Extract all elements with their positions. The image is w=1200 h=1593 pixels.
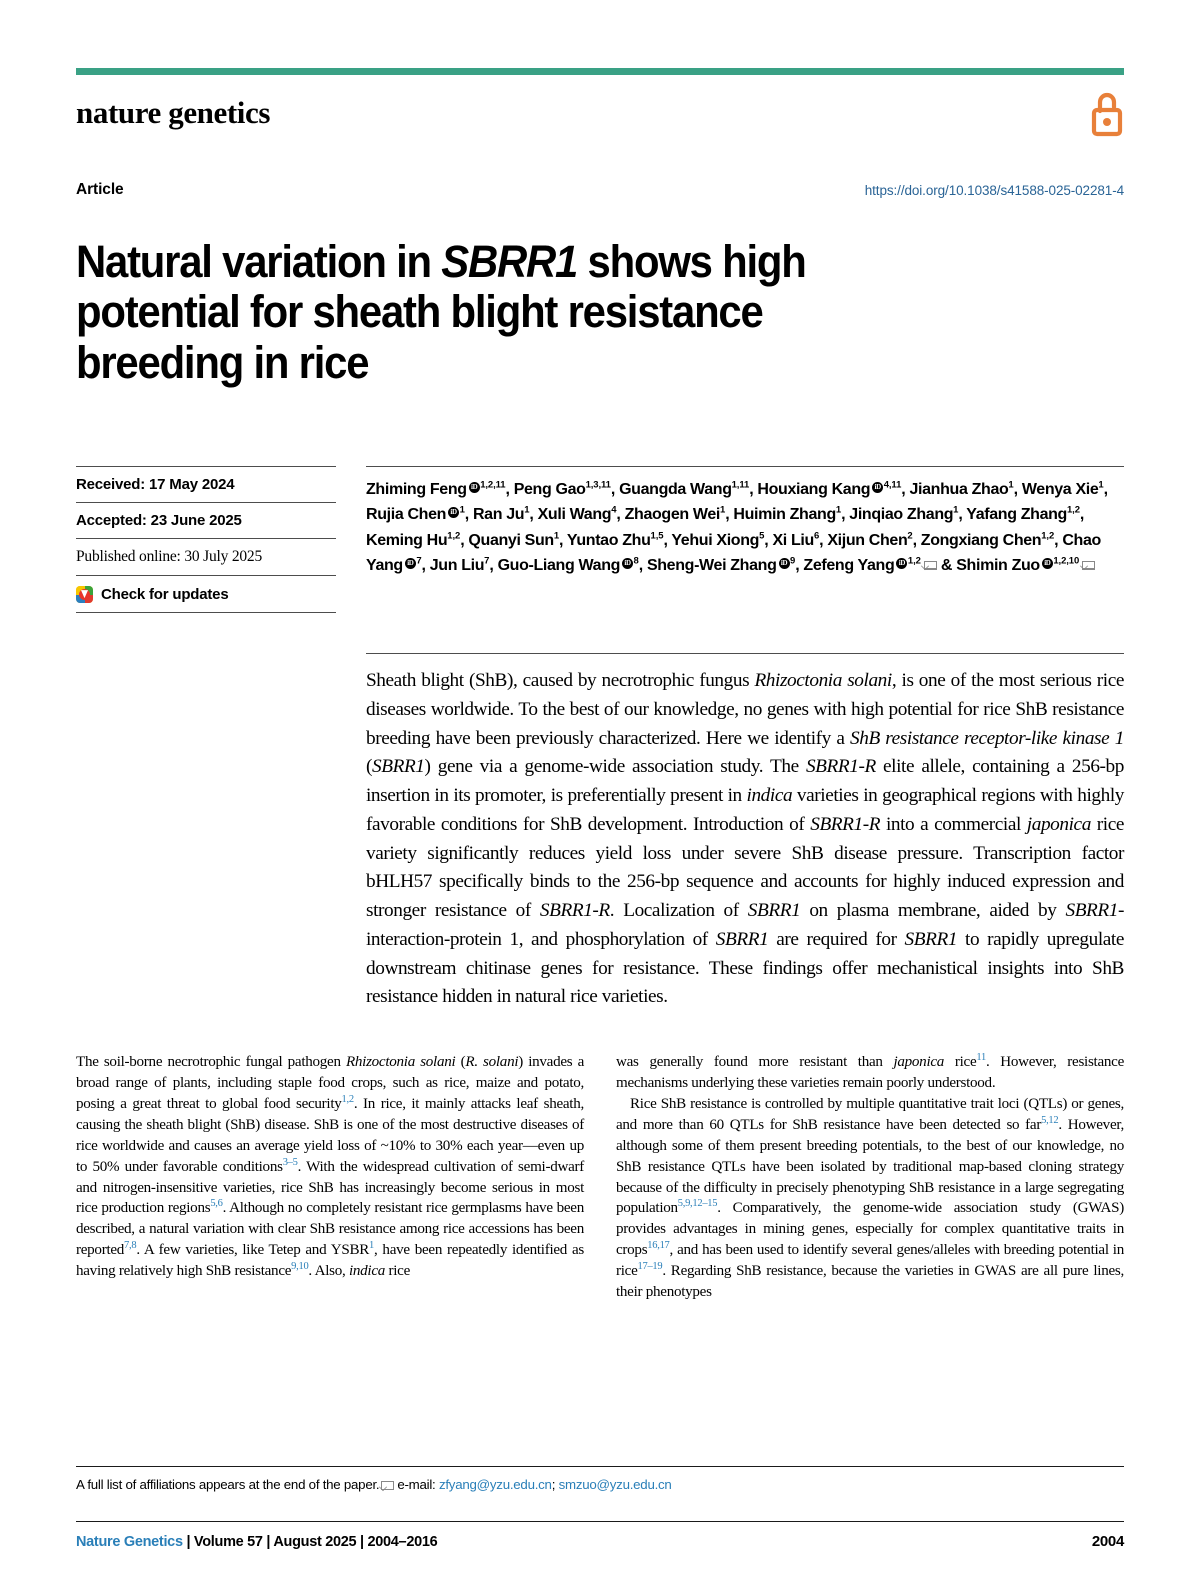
email-separator: ; — [551, 1477, 556, 1492]
author-name: Sheng-Wei Zhang — [646, 556, 777, 574]
author-name: Quanyi Sun — [468, 531, 554, 549]
page-title — [76, 237, 913, 388]
orcid-icon[interactable] — [779, 558, 790, 569]
corresponding-email-1[interactable]: zfyang@yzu.edu.cn — [438, 1477, 552, 1492]
author-affiliation-marker: 1,5 — [650, 530, 664, 542]
author-affiliation-marker: 4,11 — [883, 479, 902, 491]
author-affiliation-marker: 1,2 — [1066, 505, 1080, 517]
abstract-text: Sheath blight (ShB), caused by necrotrophic fungus Rhizoctonia solani, is one of the most serious rice diseases worldwide. To the best of our knowledge, no genes with high potential for rice ShB resistance breeding have been previously characterized. Here we identify a ShB resistance receptor-like kinase 1 (SBRR1) gene via a genome-wide association study. The SBRR1-R elite allele, containing a 256-bp insertion in its promoter, is preferentially present in indica varieties in geographical regions with highly favorable conditions for ShB development. Introduction of SBRR1-R into a commercial japonica rice variety significantly reduces yield loss under severe ShB disease pressure. Transcription factor bHLH57 specifically binds to the 256-bp sequence and accounts for highly induced expression and stronger resistance of SBRR1-R. Localization of SBRR1 on plasma membrane, aided by SBRR1-interaction-protein 1, and phosphorylation of SBRR1 are required for SBRR1 to rapidly upregulate downstream chitinase genes for resistance. These findings offer mechanistical insights into ShB resistance hidden in natural rice varieties. — [366, 653, 1124, 1012]
author-affiliation-marker: 1,2 — [1041, 530, 1055, 542]
body-column-right — [616, 1052, 1124, 1303]
author-affiliation-marker: 1,2,11 — [480, 479, 506, 491]
affiliation-note — [76, 1466, 1124, 1492]
author-affiliation-marker: 1 — [835, 505, 842, 517]
author-affiliation-marker: 1,3,11 — [585, 479, 611, 491]
article-meta-row — [76, 181, 1124, 207]
title-part-2: shows high potential for sheath blight resistance breeding in rice — [76, 236, 806, 388]
crossmark-icon — [76, 586, 93, 603]
author-name: Wenya Xie — [1021, 481, 1099, 499]
author-name: Zefeng Yang — [803, 556, 895, 574]
corresponding-author-envelope-icon[interactable] — [924, 561, 937, 570]
corresponding-email-2[interactable]: smzuo@yzu.edu.cn — [558, 1477, 672, 1492]
footer-volume-info: | Volume 57 | August 2025 | 2004–2016 — [182, 1534, 438, 1550]
orcid-icon[interactable] — [448, 507, 459, 518]
author-name: Keming Hu — [366, 531, 448, 549]
author-name: Zongxiang Chen — [920, 531, 1042, 549]
author-name: Chao Yang — [366, 531, 1101, 574]
orcid-icon[interactable] — [405, 558, 416, 569]
author-affiliation-marker: 1 — [524, 505, 530, 517]
corresponding-author-envelope-icon[interactable] — [1082, 561, 1095, 570]
author-name: Houxiang Kang — [757, 481, 871, 499]
abstract-section — [76, 653, 1124, 1012]
author-name: Shimin Zuo — [956, 556, 1040, 574]
author-name: Xi Liu — [772, 531, 814, 549]
author-affiliation-marker: 8 — [633, 555, 639, 567]
author-name: Yehui Xiong — [671, 531, 760, 549]
brand-rule — [76, 68, 1124, 75]
body-paragraph: Rice ShB resistance is controlled by multiple quantitative trait loci (QTLs) or genes, and more than 60 QTLs for ShB resistance have been detected so far$^{5,12}$. However, although some of them present breeding potentials, to the best of our knowledge, no ShB resistance QTLs have been isolated by traditional map-based cloning strategy because of the difficulty in precisely phenotyping ShB resistance in a large segregating population$^{5,9,12-15}$. Comparatively, the genome-wide association study (GWAS) provides advantages in mining genes, especially for complex quantitative traits in crops$^{16,17}$, and has been used to identify several genes/alleles with breeding potential in rice$^{17-19}$. Regarding ShB resistance, because the varieties in GWAS are all pure lines, their phenotypes — [616, 1095, 1124, 1300]
author-name: Yuntao Zhu — [566, 531, 651, 549]
author-name: Jinqiao Zhang — [849, 506, 954, 524]
author-affiliation-marker: 1,2 — [447, 530, 461, 542]
page-number: 2004 — [1091, 1533, 1124, 1550]
author-affiliation-marker: 9 — [790, 555, 796, 567]
orcid-icon[interactable] — [469, 482, 480, 493]
footer-journal-name: Nature Genetics — [76, 1534, 183, 1550]
footer-citation — [76, 1534, 437, 1550]
publication-dates — [76, 466, 366, 613]
author-affiliation-marker: 1,2 — [907, 555, 921, 567]
author-affiliation-marker: 7 — [416, 555, 422, 567]
author-name: Zhaogen Wei — [624, 506, 721, 524]
page-footer — [76, 1521, 1124, 1550]
author-name: Zhiming Feng — [366, 481, 467, 499]
author-name: Huimin Zhang — [733, 506, 836, 524]
author-affiliation-marker: 6 — [813, 530, 820, 542]
author-name: Peng Gao — [513, 481, 586, 499]
author-affiliation-marker: 1 — [553, 530, 560, 542]
article-type-label: Article — [76, 181, 124, 198]
author-affiliation-marker: 4 — [611, 505, 617, 517]
author-affiliation-marker: 5 — [759, 530, 765, 542]
orcid-icon[interactable] — [896, 558, 907, 569]
meta-and-authors — [76, 466, 1124, 613]
body-column-left — [76, 1052, 584, 1303]
author-affiliation-marker: 7 — [484, 555, 490, 567]
accepted-date: Accepted: 23 June 2025 — [76, 502, 336, 538]
author-list: Zhiming Feng iD $^{1,2,11}$, Peng Gao$^{1,3,11}$, Guangda Wang$^{1,11}$, Houxiang Kang iD $^{4,11}$, Jianhua Zhao$^1$, Wenya Xie$^1$, Rujia Chen iD $^1$, Ran Ju$^1$, Xuli Wang$^4$, Zhaogen Wei$^1$, Huimin Zhang$^1$, Jinqiao Zhang$^1$, Yafang Zhang$^{1,2}$, Keming Hu$^{1,2}$, Quanyi Sun$^1$, Yuntao Zhu$^{1,5}$, Yehui Xiong$^5$, Xi Liu$^6$, Xijun Chen$^2$, Zongxiang Chen$^{1,2}$, Chao Yang iD $^7$, Jun Liu$^7$, Guo-Liang Wang iD $^8$, Sheng-Wei Zhang iD $^9$, Zefeng Yang iD $^{1,2}$ & Shimin Zuo iD $^{1,2,10}$ — [366, 466, 1124, 613]
author-name: Xijun Chen — [827, 531, 908, 549]
check-for-updates-label: Check for updates — [101, 586, 229, 604]
open-access-lock-icon — [1090, 91, 1124, 137]
body-columns — [76, 1052, 1124, 1303]
author-name: Guo-Liang Wang — [497, 556, 621, 574]
orcid-icon[interactable] — [1042, 558, 1053, 569]
author-name: Guangda Wang — [619, 481, 732, 499]
orcid-icon[interactable] — [872, 482, 883, 493]
doi-link[interactable]: https://doi.org/10.1038/s41588-025-02281-4 — [864, 183, 1124, 198]
received-date: Received: 17 May 2024 — [76, 466, 336, 502]
published-date: Published online: 30 July 2025 — [76, 538, 336, 575]
title-part-1: Natural variation in — [76, 236, 442, 287]
author-affiliation-marker: 1 — [1098, 479, 1104, 491]
envelope-icon — [381, 1481, 394, 1490]
author-affiliation-marker: 1 — [1008, 479, 1014, 491]
author-affiliation-marker: 1 — [459, 505, 465, 517]
author-name: Rujia Chen — [366, 506, 447, 524]
author-affiliation-marker: 1 — [720, 505, 726, 517]
masthead — [76, 75, 1124, 163]
check-for-updates-button[interactable] — [76, 575, 336, 613]
author-affiliation-marker: 1,2,10 — [1053, 555, 1080, 567]
author-affiliation-marker: 1,11 — [731, 479, 750, 491]
affiliation-note-text: A full list of affiliations appears at the end of the paper. — [76, 1477, 380, 1492]
author-name: Xuli Wang — [537, 506, 612, 524]
author-name: Jun Liu — [429, 556, 485, 574]
orcid-icon[interactable] — [622, 558, 633, 569]
author-affiliation-marker: 2 — [907, 530, 913, 542]
author-name: Jianhua Zhao — [909, 481, 1009, 499]
author-affiliation-marker: 1 — [953, 505, 959, 517]
author-name: Yafang Zhang — [966, 506, 1067, 524]
body-paragraph: The soil-borne necrotrophic fungal pathogen Rhizoctonia solani (R. solani) invades a broad range of plants, including staple food crops, such as rice, maize and potato, posing a great threat to global food security$^{1,2}$. In rice, it mainly attacks leaf sheath, causing the sheath blight (ShB) disease. ShB is one of the most destructive diseases of rice worldwide and causes an average yield loss of ~10% to 30% each year—even up to 50% under favorable conditions$^{3-5}$. With the widespread cultivation of semi-dwarf and nitrogen-insensitive varieties, rice ShB has increasingly become serious in most rice production regions$^{5,6}$. Although no completely resistant rice germplasms have been described, a natural variation with clear ShB resistance among rice accessions has been reported$^{7,8}$. A few varieties, like Tetep and YSBR$^1$, have been repeatedly identified as having relatively high ShB resistance$^{9,10}$. Also, indica rice — [76, 1054, 584, 1280]
author-name: Ran Ju — [472, 506, 525, 524]
email-label: e-mail: — [397, 1477, 436, 1492]
body-paragraph: was generally found more resistant than japonica rice$^{11}$. However, resistance mechanisms underlying these varieties remain poorly understood. — [616, 1052, 1124, 1092]
journal-logo: nature genetics — [76, 95, 271, 130]
title-gene-name: SBRR1 — [441, 236, 578, 287]
